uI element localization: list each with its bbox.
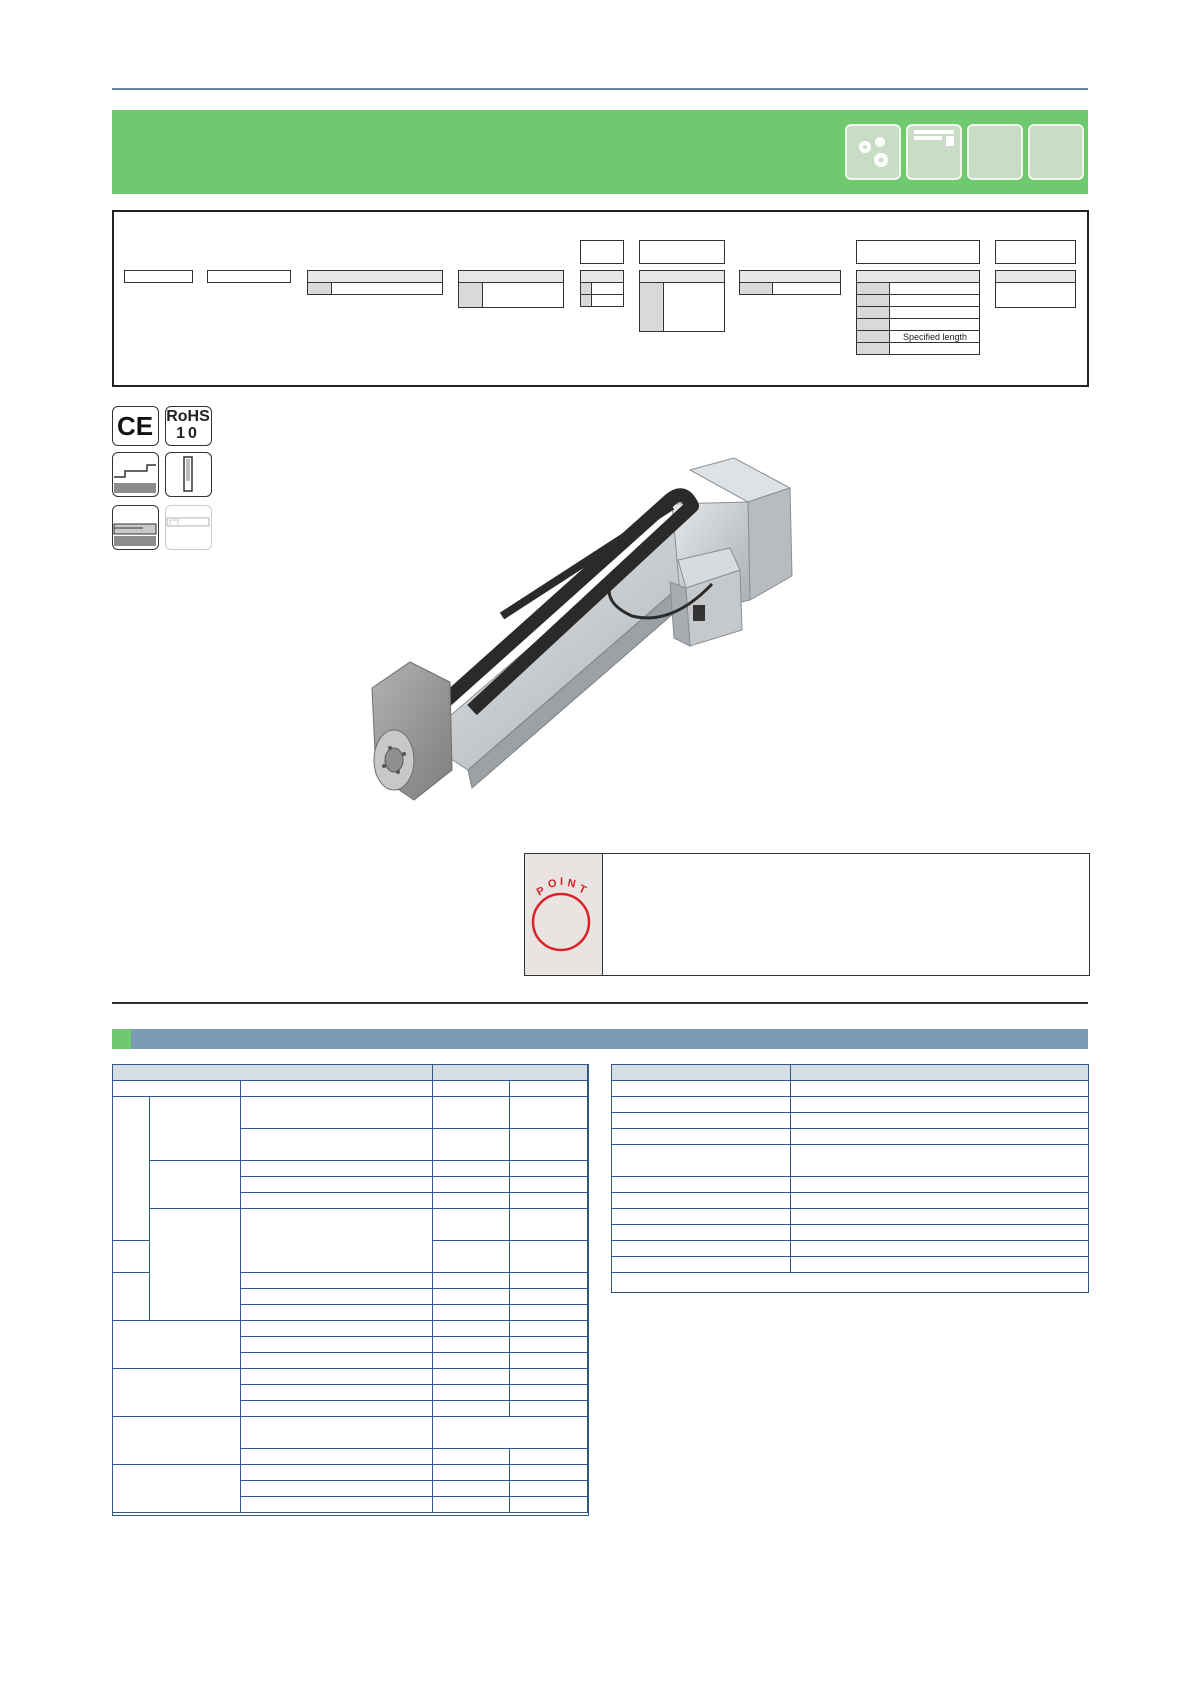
model-code-row-6: [639, 282, 725, 332]
model-code-row-5b: [580, 294, 624, 307]
specifications-section-bar: [112, 1029, 1088, 1049]
rohs-bottom-text: 10: [176, 425, 200, 442]
section-divider: [112, 1002, 1088, 1004]
svg-text:N: N: [566, 877, 577, 891]
svg-text:O: O: [546, 877, 559, 891]
svg-text:I: I: [560, 876, 564, 888]
svg-text:T: T: [576, 882, 588, 897]
length-row-5: Specified length: [902, 332, 968, 342]
slider-type-icon: [906, 124, 962, 180]
ce-mark-icon: [112, 406, 159, 446]
actuator-product-image: [352, 448, 842, 843]
model-code-label-5: [580, 240, 624, 264]
model-code-box-2: [207, 270, 291, 283]
model-code-label-8: [856, 240, 980, 264]
blank-icon-2: [1028, 124, 1084, 180]
model-code-box-1: [124, 270, 193, 283]
vertical-mount-icon: [165, 452, 212, 497]
rohs-icon: [165, 406, 212, 446]
spec-table-right: [611, 1064, 1089, 1273]
header-rule: [112, 88, 1088, 90]
model-code-row-4: [458, 282, 564, 308]
rohs-top-text: RoHS: [166, 408, 210, 425]
model-code-row-3: [307, 282, 443, 295]
wall-mount-icon: [112, 505, 159, 550]
spec-table-left: [112, 1064, 589, 1513]
blank-icon-1: [967, 124, 1023, 180]
horizontal-mount-icon: [112, 452, 159, 497]
point-box: [524, 853, 1090, 976]
point-box-label-area: [525, 854, 603, 975]
model-code-row-7: [739, 282, 841, 295]
model-code-label-9: [995, 240, 1076, 264]
ceiling-mount-icon: [165, 505, 212, 550]
model-code-row-9: [995, 282, 1076, 308]
model-code-label-6: [639, 240, 725, 264]
ce-text: CE: [116, 411, 154, 441]
svg-text:P: P: [534, 884, 547, 899]
section-marker: [112, 1029, 131, 1049]
gear-icon: [845, 124, 901, 180]
